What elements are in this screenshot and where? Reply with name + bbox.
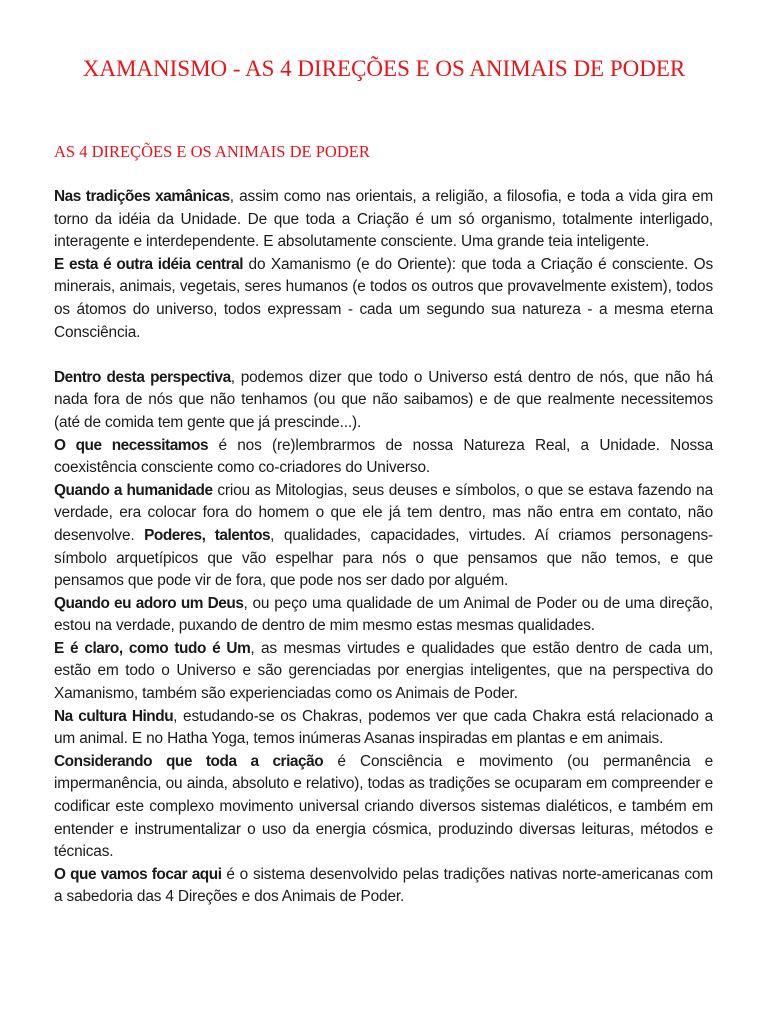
paragraph	[54, 593, 713, 638]
paragraph-lead: Quando eu adoro um Deus	[54, 594, 244, 612]
document-title: XAMANISMO - AS 4 DIREÇÕES E OS ANIMAIS DE PODER	[82, 56, 686, 81]
paragraph-text: , qualidades, capacidades, virtudes. Aí criamos personagens-símbolo arquetípicos que vão espelhar para nós o que pensamos que não temos, e que pensamos que pode vir de fora, que pode nos ser dado por alguém.	[54, 526, 713, 590]
paragraph-text: , ou peço uma qualidade de um Animal de Poder ou de uma direção, estou na verdade, puxando de dentro de mim mesmo estas mesmas qualidades.	[54, 594, 713, 635]
paragraph	[54, 254, 713, 344]
paragraph-lead: Quando a humanidade	[54, 481, 213, 499]
paragraph	[54, 435, 713, 480]
paragraph-text: do Xamanismo (e do Oriente): que toda a Criação é consciente. Os minerais, animais, vegetais, seres humanos (e todos os outros que provavelmente existem), todos os átomos do universo, todos expressam - cada um segundo sua natureza - a mesma eterna Consciência.	[54, 255, 713, 341]
paragraph-text: , podemos dizer que todo o Universo está dentro de nós, que não há nada fora de nós que não tenhamos (ou que não saibamos) e de que realmente necessitemos (até de comida tem gente que já prescinde...).	[54, 368, 713, 431]
paragraph	[54, 480, 713, 593]
paragraph	[54, 186, 713, 254]
paragraph	[54, 706, 713, 751]
document-body	[54, 186, 713, 909]
paragraph-text: criou as Mitologias, seus deuses e símbolos, o que se estava fazendo na verdade, era colocar fora do homem o que ele já tem dentro, mas não entra em contato, não desenvolve.	[54, 481, 713, 544]
paragraph-lead: Considerando que toda a criação	[54, 752, 324, 770]
section-heading: AS 4 DIREÇÕES E OS ANIMAIS DE PODER	[54, 142, 370, 161]
paragraph-lead: E é claro, como tudo é Um	[54, 639, 251, 657]
paragraph-text: é o sistema desenvolvido pelas tradições nativas norte-americanas com a sabedoria das 4 Direções e dos Animais de Poder.	[54, 865, 714, 906]
paragraph-text: , assim como nas orientais, a religião, a filosofia, e toda a vida gira em torno da idéia da Unidade. De que toda a Criação é um só organismo, totalmente interligado, interagente e interdependente. E absolutamente consciente. Uma grande teia inteligente.	[54, 188, 713, 251]
paragraph-lead: Dentro desta perspectiva	[54, 368, 231, 386]
paragraph-lead: Nas tradições xamânicas	[54, 188, 230, 205]
paragraph-text: é nos (re)lembrarmos de nossa Natureza Real, a Unidade. Nossa coexistência consciente como co-criadores do Universo.	[54, 436, 714, 477]
paragraph	[54, 864, 713, 909]
paragraph-lead: E esta é outra idéia central	[54, 255, 244, 273]
paragraph-lead-inline: Poderes, talentos	[144, 526, 271, 544]
paragraph	[54, 367, 713, 435]
paragraph-lead: O que vamos focar aqui	[54, 865, 222, 883]
paragraph-lead: O que necessitamos	[54, 436, 209, 454]
paragraph-lead: Na cultura Hindu	[54, 707, 174, 725]
paragraph	[54, 751, 713, 864]
paragraph	[54, 638, 713, 706]
paragraph-text: , estudando-se os Chakras, podemos ver que cada Chakra está relacionado a um animal. E no Hatha Yoga, temos inúmeras Asanas inspiradas em plantas e em animais.	[54, 707, 713, 748]
paragraph-text: é Consciência e movimento (ou permanência e impermanência, ou ainda, absoluto e relativo), todas as tradições se ocuparam em compreender e codificar este complexo movimento universal criando diversos sistemas dialéticos, e também em entender e instrumentalizar o uso da energia cósmica, produzindo diversas leituras, métodos e técnicas.	[54, 752, 713, 861]
paragraph-text: , as mesmas virtudes e qualidades que estão dentro de cada um, estão em todo o Universo e são gerenciadas por energias inteligentes, que na perspectiva do Xamanismo, também são experienciadas como os Animais de Poder.	[54, 639, 714, 703]
